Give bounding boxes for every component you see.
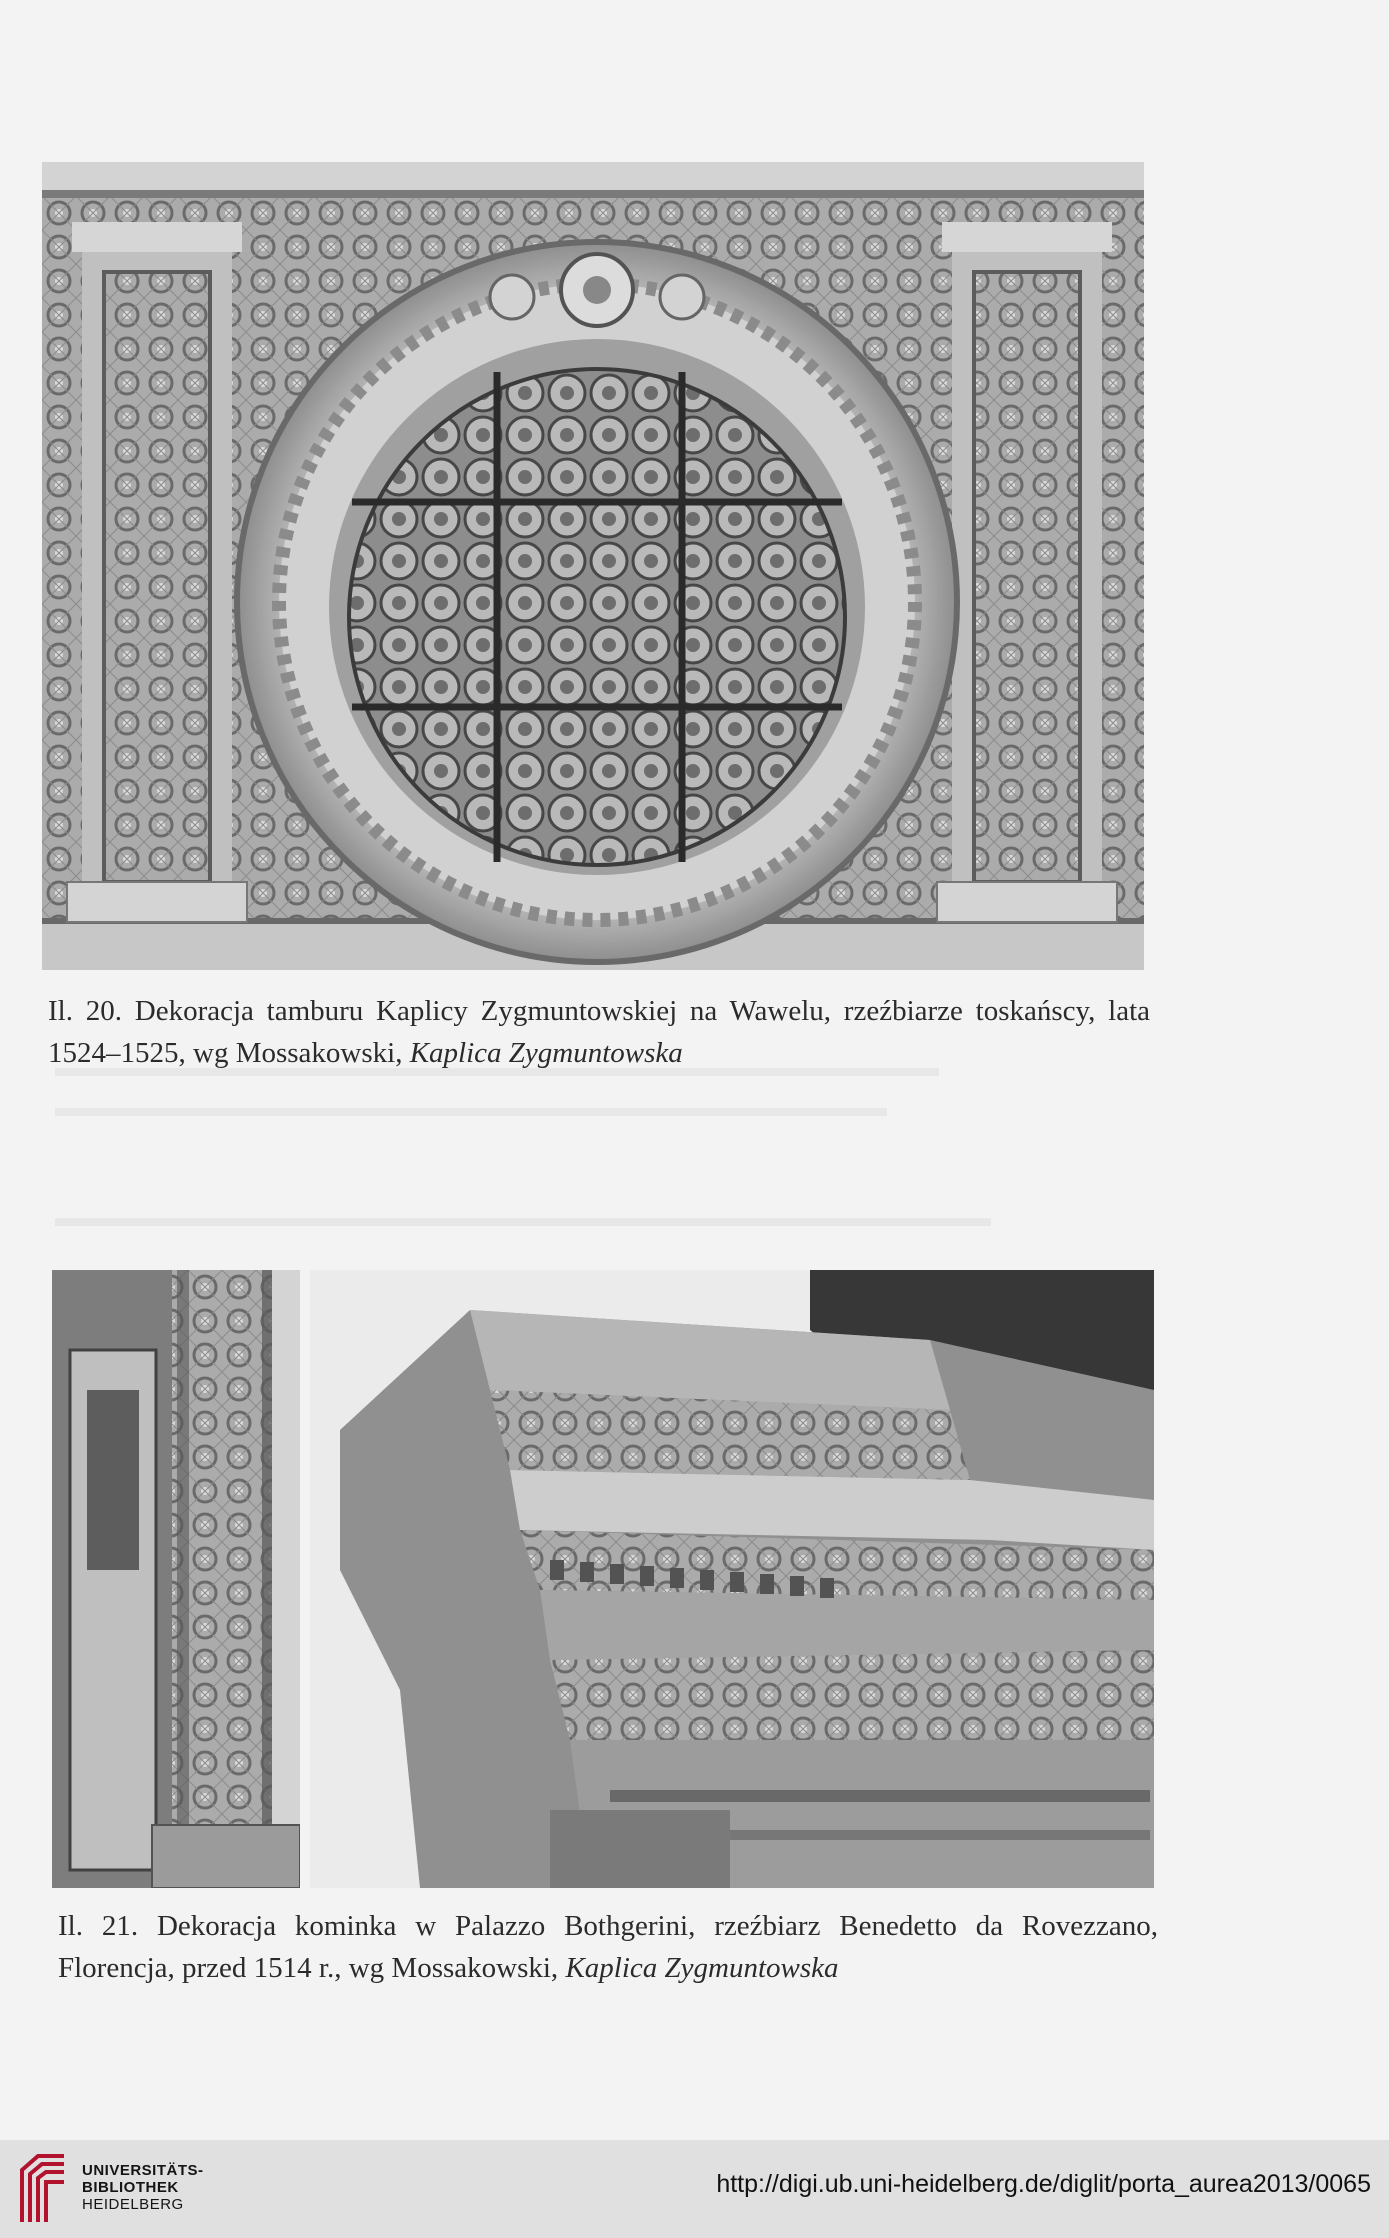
figure-20-caption (48, 990, 1150, 1074)
library-logo-text (82, 2162, 204, 2213)
figure-21-source-title: Kaplica Zygmuntowska (565, 1952, 839, 1984)
figure-21-label: Il. 21. (58, 1910, 139, 1942)
figure-20-caption-text: Dekoracja tamburu Kaplicy Zygmuntowskiej na Wawelu, rzeźbiarze toskańscy, lata 1524–1525, wg Mossakowski, (48, 995, 1151, 1069)
source-url[interactable]: http://digi.ub.uni-heidelberg.de/diglit/porta_aurea2013/0065 (716, 2170, 1371, 2198)
figure-20-photo (42, 162, 1144, 970)
figure-21-right-photo (310, 1270, 1154, 1888)
figure-21-left-photo (52, 1270, 300, 1888)
bleed-through-text (55, 1090, 887, 1126)
figure-20-label: Il. 20. (48, 995, 122, 1027)
library-logo-icon (16, 2152, 70, 2226)
library-line-3: HEIDELBERG (82, 2196, 184, 2213)
figure-20-source-title: Kaplica Zygmuntowska (409, 1037, 683, 1069)
figure-21-caption-text: Dekoracja kominka w Palazzo Bothgerini, rzeźbiarz Benedetto da Rovezzano, Florencja, przed 1514 r., wg Mossakowski, (58, 1910, 1159, 1984)
library-line-1: UNIVERSITÄTS- (82, 2162, 204, 2179)
bleed-through-text (55, 1200, 991, 1236)
figure-21-caption (58, 1905, 1158, 1989)
footer-bar (0, 2140, 1389, 2238)
library-line-2: BIBLIOTHEK (82, 2179, 179, 2196)
